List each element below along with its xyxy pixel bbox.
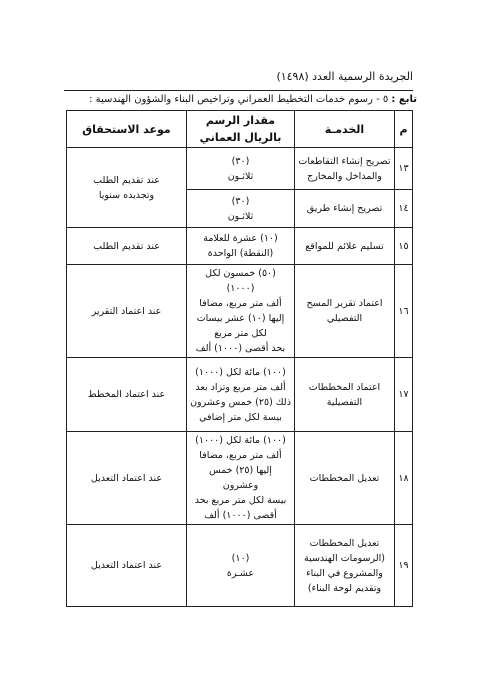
fee-cell: (١٠٠) مائة لكل (١٠٠٠) ألف متر مربع، مضافا إليها (٢٥) خمس وعشرون بيسة لكل متر مربع بحد أقصى (١٠٠٠) ألف (187, 432, 295, 525)
table-row (67, 148, 413, 190)
caption-text: ٥ - رسوم خدمات التخطيط العمراني وتراخيص البناء والشؤون الهندسية : (89, 94, 389, 105)
fees-table (66, 110, 413, 607)
table-row (67, 228, 413, 265)
service-cell: اعتماد تقرير المسح التفصيلي (295, 265, 395, 358)
fee-cell: (٣٠) ثلاثـون (187, 190, 295, 228)
row-number: ١٧ (395, 358, 413, 432)
row-number: ١٩ (395, 525, 413, 607)
fee-cell: (٥٠) خمسون لكل (١٠٠٠) ألف متر مربع، مضافا إليها (١٠) عشر بيسات لكل متر مربع بحد أقصى (١٠٠٠) ألف (187, 265, 295, 358)
row-number: ١٥ (395, 228, 413, 265)
table-row (67, 525, 413, 607)
col-header-fee: مقدار الرسم بالريال العماني (187, 111, 295, 148)
gazette-issue-label: الجريدة الرسمية العدد (١٤٩٨) (276, 70, 413, 83)
due-cell: عند اعتماد التقرير (67, 265, 187, 358)
fee-cell: (١٠٠) مائة لكل (١٠٠٠) ألف متر مربع وتزاد بعد ذلك (٢٥) خمس وعشرون بيسة لكل متر إضافي (187, 358, 295, 432)
caption-prefix: تابع : (391, 94, 417, 105)
table-row (67, 358, 413, 432)
row-number: ١٦ (395, 265, 413, 358)
service-cell: تصريح إنشاء التقاطعات والمداخل والمخارج (295, 148, 395, 190)
fee-cell: (١٠) عشـرة (187, 525, 295, 607)
fee-cell: (١٠) عشرة للعلامة (النقطة) الواحدة (187, 228, 295, 265)
service-cell: تعديل المخططات (295, 432, 395, 525)
due-cell: عند تقديم الطلب وتجديده سنويا (67, 148, 187, 228)
service-cell: اعتماد المخططات التفصيلية (295, 358, 395, 432)
row-number: ١٤ (395, 190, 413, 228)
row-number: ١٨ (395, 432, 413, 525)
fee-cell: (٣٠) ثلاثـون (187, 148, 295, 190)
col-header-due: موعد الاستحقاق (67, 111, 187, 148)
due-cell: عند اعتماد التعديل (67, 525, 187, 607)
service-cell: تسليم علائم للمواقع (295, 228, 395, 265)
service-cell: تصريح إنشاء طريق (295, 190, 395, 228)
page-header (64, 68, 413, 91)
due-cell: عند اعتماد التعديل (67, 432, 187, 525)
due-cell: عند اعتماد المخطط (67, 358, 187, 432)
table-row (67, 432, 413, 525)
service-cell: تعديل المخططات (الرسومات الهندسية والمشروع في البناء وتقديم لوحة البناء) (295, 525, 395, 607)
col-header-service: الخدمـة (295, 111, 395, 148)
col-header-num: م (395, 111, 413, 148)
table-caption (58, 92, 417, 108)
row-number: ١٣ (395, 148, 413, 190)
table-header-row (67, 111, 413, 148)
table-row (67, 265, 413, 358)
due-cell: عند تقديم الطلب (67, 228, 187, 265)
